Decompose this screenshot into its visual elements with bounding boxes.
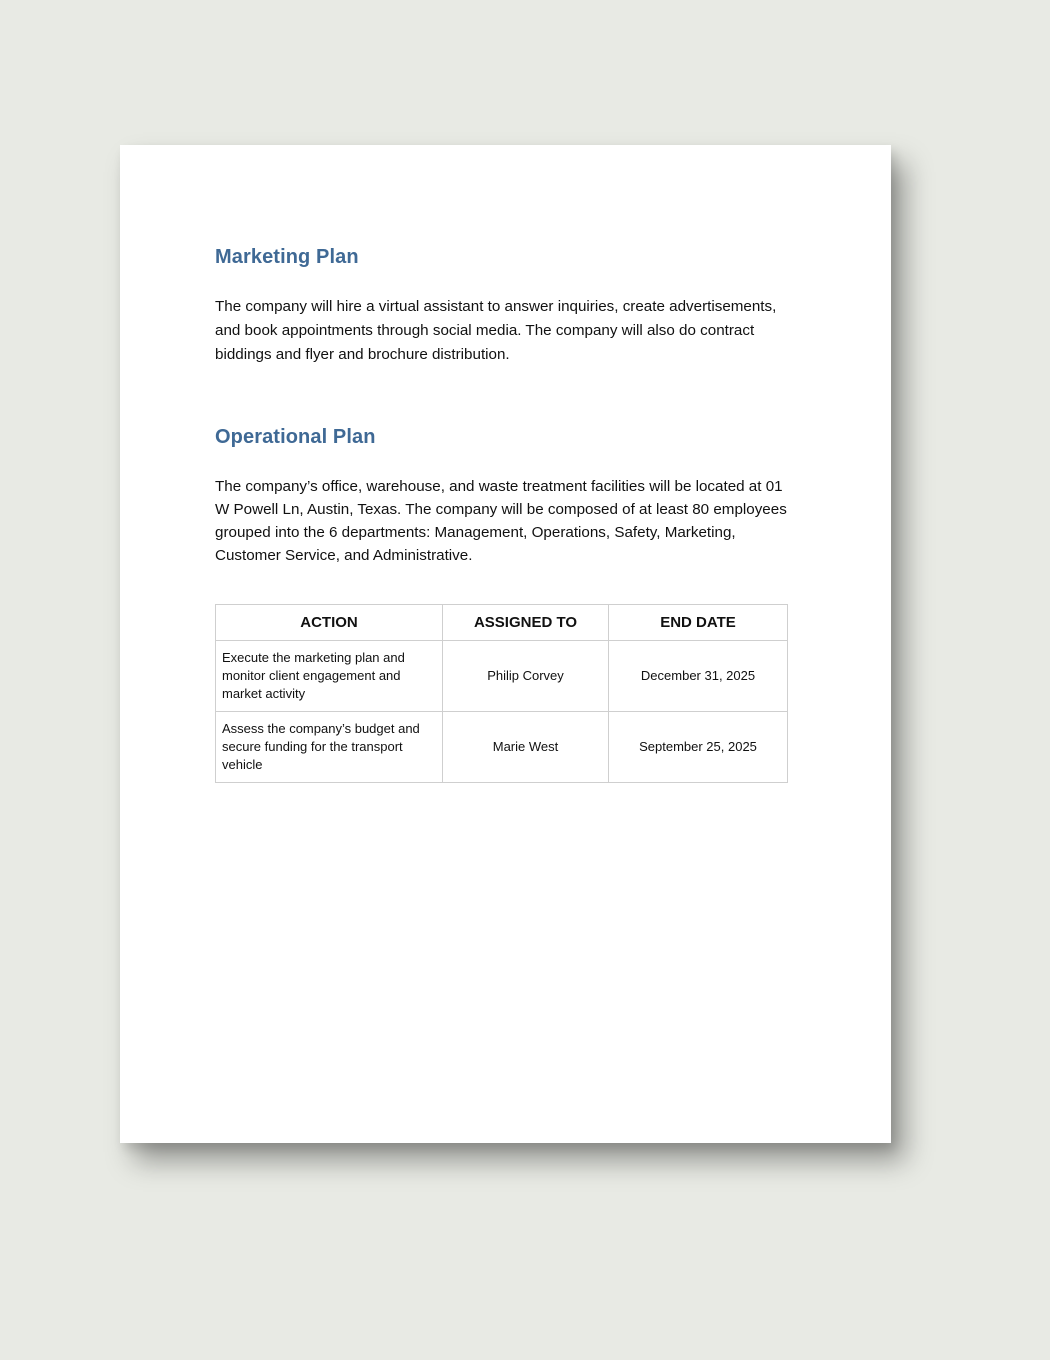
table-header-row xyxy=(216,605,788,641)
assigned-to-cell: Marie West xyxy=(443,712,609,783)
document-page xyxy=(120,145,891,1143)
end-date-cell: September 25, 2025 xyxy=(609,712,788,783)
header-assigned-to: ASSIGNED TO xyxy=(443,605,609,641)
action-cell: Assess the company’s budget and secure funding for the transport vehicle xyxy=(216,712,443,783)
header-end-date: END DATE xyxy=(609,605,788,641)
marketing-plan-paragraph: The company will hire a virtual assistant to answer inquiries, create advertisements, and book appointments through social media. The company will also do contract biddings and flyer and brochure distribution. xyxy=(215,298,777,363)
action-plan-table xyxy=(215,604,788,783)
header-action: ACTION xyxy=(216,605,443,641)
marketing-plan-heading: Marketing Plan xyxy=(215,246,359,268)
table-row xyxy=(216,712,788,783)
operational-plan-heading: Operational Plan xyxy=(215,426,376,448)
table-row xyxy=(216,641,788,712)
operational-plan-paragraph: The company’s office, warehouse, and waste treatment facilities will be located at 01 W Powell Ln, Austin, Texas. The company will be composed of at least 80 employees grouped into the 6 departments: Management, Operations, Safety, Marketing, Customer Service, and Administrative. xyxy=(215,478,787,564)
action-cell: Execute the marketing plan and monitor client engagement and market activity xyxy=(216,641,443,712)
end-date-cell: December 31, 2025 xyxy=(609,641,788,712)
assigned-to-cell: Philip Corvey xyxy=(443,641,609,712)
